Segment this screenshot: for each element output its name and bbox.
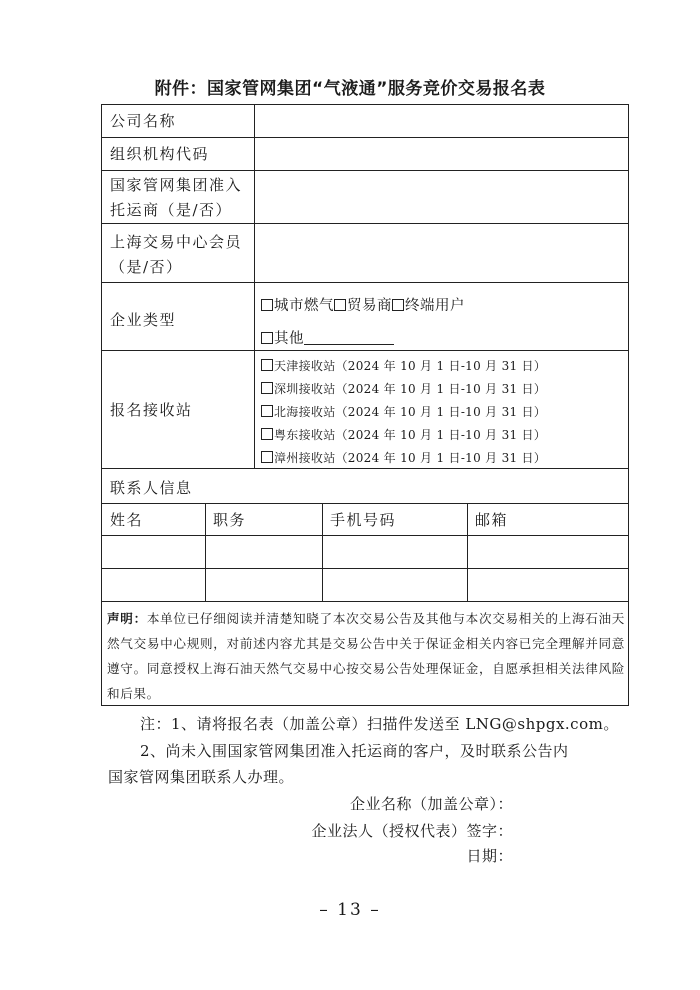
contact-header-phone: 手机号码 [330, 511, 397, 529]
signature-legal: 企业法人（授权代表）签字： [311, 822, 513, 840]
station-option [261, 449, 546, 466]
station-shenzhen: 深圳接收站（2024 年 10 月 1 日-10 月 31 日） [274, 382, 547, 396]
company-name-field[interactable] [255, 105, 628, 137]
option-end-user: 终端用户 [405, 298, 465, 314]
contact-header-email: 邮箱 [475, 511, 509, 529]
enterprise-type-options [261, 294, 465, 315]
checkbox-station[interactable] [261, 451, 273, 463]
carrier-label-line1: 国家管网集团准入 [110, 176, 243, 194]
contact-header-name: 姓名 [110, 511, 144, 529]
station-beihai: 北海接收站（2024 年 10 月 1 日-10 月 31 日） [274, 405, 547, 419]
page-number: – 13 – [319, 900, 381, 920]
station-tianjin: 天津接收站（2024 年 10 月 1 日-10 月 31 日） [274, 359, 547, 373]
company-name-label: 公司名称 [110, 112, 177, 130]
checkbox-station[interactable] [261, 405, 273, 417]
table-row[interactable] [102, 569, 628, 601]
declaration-text: 本单位已仔细阅读并清楚知晓了本次交易公告及其他与本次交易相关的上海石油天然气交易中心规则，对前述内容尤其是交易公告中关于保证金相关内容已完全理解并同意遵守。同意授权上海石油天然气交易中心按交易公告处理保证金，自愿承担相关法律风险和后果。 [107, 611, 625, 701]
option-other: 其他 [274, 331, 304, 347]
member-field[interactable] [255, 224, 628, 282]
declaration-label: 声明： [107, 611, 147, 626]
option-trader: 贸易商 [347, 298, 392, 314]
checkbox-trader[interactable] [334, 299, 346, 311]
row-divider [101, 601, 629, 602]
signature-company: 企业名称（加盖公章）： [349, 795, 513, 813]
station-option [261, 357, 546, 374]
row-divider [101, 350, 629, 351]
note-2-line2: 国家管网集团联系人办理。 [108, 768, 295, 786]
contact-header-title: 职务 [213, 511, 247, 529]
checkbox-end-user[interactable] [392, 299, 404, 311]
checkbox-station[interactable] [261, 382, 273, 394]
station-zhangzhou: 漳州接收站（2024 年 10 月 1 日-10 月 31 日） [274, 451, 547, 465]
row-divider [101, 503, 629, 504]
table-row[interactable] [102, 536, 628, 568]
station-option [261, 403, 546, 420]
checkbox-station[interactable] [261, 428, 273, 440]
checkbox-station[interactable] [261, 359, 273, 371]
declaration [107, 606, 625, 706]
option-city-gas: 城市燃气 [274, 298, 334, 314]
station-yuedong: 粤东接收站（2024 年 10 月 1 日-10 月 31 日） [274, 428, 547, 442]
contact-section-label: 联系人信息 [110, 479, 193, 497]
org-code-label: 组织机构代码 [110, 145, 210, 163]
station-option [261, 380, 546, 397]
org-code-field[interactable] [255, 138, 628, 170]
document-title: 附件：国家管网集团“气液通”服务竞价交易报名表 [154, 79, 546, 99]
note-2-line1: 2、尚未入围国家管网集团准入托运商的客户，及时联系公告内 [140, 742, 569, 760]
carrier-label-line2: 托运商（是/否） [110, 201, 233, 219]
station-option [261, 426, 546, 443]
member-label-line1: 上海交易中心会员 [110, 233, 243, 251]
other-blank-field[interactable] [304, 330, 394, 345]
row-divider [101, 282, 629, 283]
row-divider [101, 468, 629, 469]
enterprise-type-label: 企业类型 [110, 311, 177, 329]
member-label-line2: （是/否） [110, 258, 183, 276]
station-label: 报名接收站 [110, 401, 193, 419]
carrier-field[interactable] [255, 171, 628, 223]
signature-date: 日期： [466, 847, 513, 865]
checkbox-other[interactable] [261, 332, 273, 344]
note-1: 注：1、请将报名表（加盖公章）扫描件发送至 LNG@shpgx.com。 [140, 715, 619, 733]
enterprise-type-other [261, 327, 394, 348]
checkbox-city-gas[interactable] [261, 299, 273, 311]
